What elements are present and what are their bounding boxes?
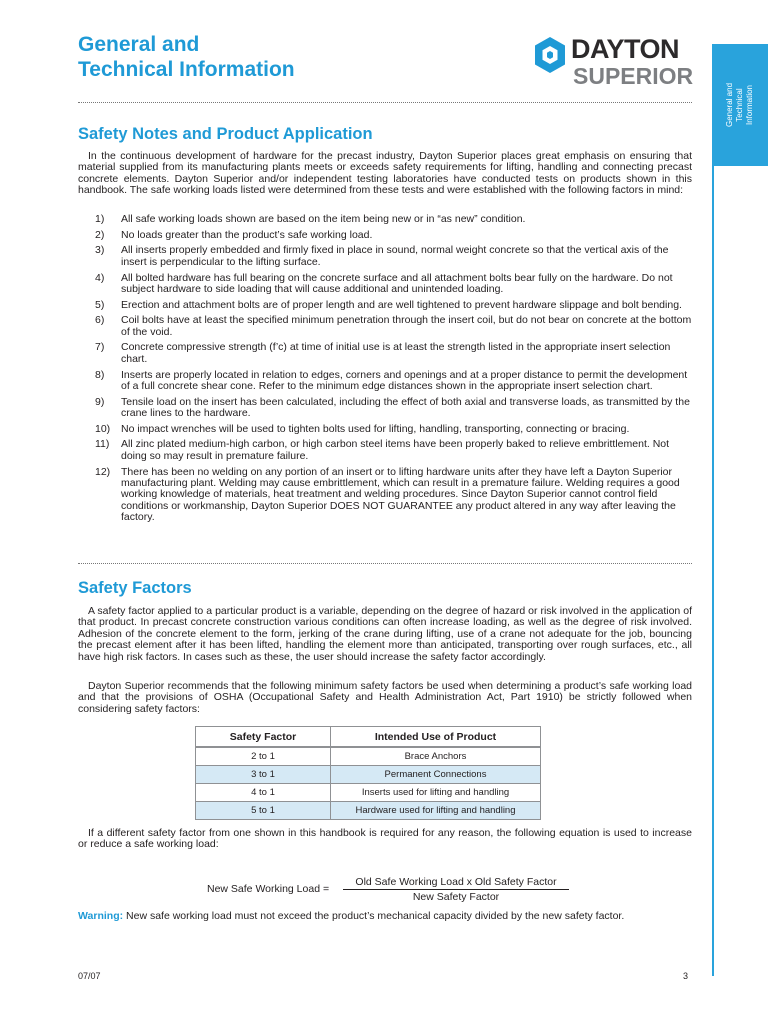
section-heading-safety-factors: Safety Factors	[78, 579, 192, 597]
equation-left-side: New Safe Working Load =	[207, 883, 330, 895]
list-item: 2) No loads greater than the product’s safe working load.	[95, 228, 373, 241]
list-item: 5) Erection and attachment bolts are of proper length and are well tightened to prevent hardware slippage and bolt bending.	[95, 298, 682, 311]
list-item: 1) All safe working loads shown are based on the item being new or in “as new” condition.	[95, 213, 526, 225]
intro-paragraph: In the continuous development of hardware for the precast industry, Dayton Superior places great emphasis on ensuring that material supplied from its manufacturing plants meets or exceeds safety requirements for lifting, handling and connecting precast concrete elements. Dayton Superior and/or independent testing laboratories have conducted tests on products shown in this handbook. The safe working loads listed were determined from these tests and were established with the following factors in mind:	[78, 150, 692, 197]
footer-date: 07/07	[78, 971, 101, 981]
table-row	[196, 747, 541, 766]
table-cell: 2 to 1	[196, 747, 331, 766]
list-item: 6) Coil bolts have at least the specified minimum penetration through the insert coil, but do not bear on concrete at the bottom of the void.	[95, 314, 692, 338]
equation-intro-paragraph: If a different safety factor from one shown in this handbook is required for any reason, the following equation is used to increase or reduce a safe working load:	[78, 827, 692, 851]
table-cell: 5 to 1	[196, 802, 331, 820]
list-item: 12) There has been no welding on any portion of an insert or to lifting hardware units after they have left a Dayton Superior manufacturing plant. Welding may cause embrittlement, which can result in a premature failure. Welding requires a good working knowledge of materials, heat treatment and welding procedures. Since Dayton Superior cannot control field conditions or workmanship, Dayton Superior DOES NOT GUARANTEE any product altered in any way after leaving the factory.	[95, 465, 680, 524]
table-cell: Brace Anchors	[331, 747, 541, 766]
warning-note	[78, 910, 624, 922]
equation-numerator: Old Safe Working Load x Old Safety Factor	[343, 876, 569, 890]
list-item: 9) Tensile load on the insert has been calculated, including the effect of both axial and transverse loads, as transmitted by the crane lines to the hardware.	[95, 395, 690, 420]
factors-list	[78, 214, 692, 528]
table-row	[196, 766, 541, 784]
table-header-row	[196, 727, 541, 748]
list-item: 7) Concrete compressive strength (f’c) at time of initial use is at least the strength listed in the appropriate insert selection chart.	[95, 341, 671, 365]
equation-denominator: New Safety Factor	[412, 891, 500, 903]
side-tab-label	[725, 55, 755, 155]
hexagon-logo-icon	[533, 36, 567, 74]
divider	[78, 102, 692, 103]
list-item: 10) No impact wrenches will be used to tighten bolts used for lifting, handling, transporting, connecting or bracing.	[95, 422, 630, 435]
section-heading-safety-notes: Safety Notes and Product Application	[78, 125, 373, 143]
recommendation-paragraph: Dayton Superior recommends that the following minimum safety factors be used when determining a product’s safe working load and that the provisions of OSHA (Occupational Safety and Health Administration Act, Part 1910) be strictly followed when considering safety factors:	[78, 680, 692, 715]
page-title-line1: General and	[78, 33, 200, 56]
list-item: 8) Inserts are properly located in relation to edges, corners and openings and at a proper distance to permit the development of a full concrete shear cone. Refer to the minimum edge distances shown in the appropriate insert selection chart.	[95, 368, 688, 392]
warning-text: New safe working load must not exceed the product’s mechanical capacity divided by the new safety factor.	[123, 910, 625, 922]
warning-label: Warning:	[78, 910, 124, 922]
side-tab-line: General and	[725, 82, 734, 128]
list-item: 3) All inserts properly embedded and firmly fixed in place in sound, normal weight concrete so that the vertical axis of the insert is perpendicular to the lifting surface.	[95, 244, 669, 268]
page-title-line2: Technical Information	[78, 58, 295, 81]
table-cell: 3 to 1	[196, 766, 331, 784]
side-tab-line: Information	[745, 84, 754, 126]
logo-text-dayton: DAYTON	[571, 34, 680, 64]
list-item: 11) All zinc plated medium-high carbon, or high carbon steel items have been properly baked to relieve embrittlement. Not doing so may result in premature failure.	[95, 438, 670, 462]
page-title	[78, 32, 438, 82]
page-number: 3	[683, 971, 689, 981]
equation-fraction	[343, 876, 569, 903]
table-cell: Inserts used for lifting and handling	[331, 784, 541, 802]
column-header: Intended Use of Product	[331, 727, 541, 748]
side-tab-line: Technical	[735, 88, 744, 122]
table-cell: Hardware used for lifting and handling	[331, 802, 541, 820]
safety-factor-paragraph: A safety factor applied to a particular product is a variable, depending on the degree of hazard or risk involved in the application of that product. In precast concrete construction various conditions can often increase loading, as well as the degree of risk involved. Adhesion of the concrete element to the form, jerking of the crane during lifting, use of a crane not adequate for the job, bouncing the precast element after it has been lifted, handling the element more than anticipated, transporting over rough surfaces, etc., all have high risk factors. In cases such as these, the user should increase the safety factor accordingly.	[78, 605, 692, 663]
table-cell: 4 to 1	[196, 784, 331, 802]
table-row	[196, 784, 541, 802]
company-logo	[533, 36, 698, 90]
table-cell: Permanent Connections	[331, 766, 541, 784]
section-side-tab	[712, 44, 768, 166]
table-row	[196, 802, 541, 820]
divider	[78, 563, 692, 564]
list-item: 4) All bolted hardware has full bearing on the concrete surface and all attachment bolts bear fully on the hardware. Do not subject hardware to side loading that will cause additional and unintended loading.	[95, 271, 673, 295]
logo-text-superior: SUPERIOR	[573, 63, 694, 89]
column-header: Safety Factor	[196, 727, 331, 748]
safety-factor-table	[195, 726, 541, 820]
side-rule	[712, 166, 714, 976]
